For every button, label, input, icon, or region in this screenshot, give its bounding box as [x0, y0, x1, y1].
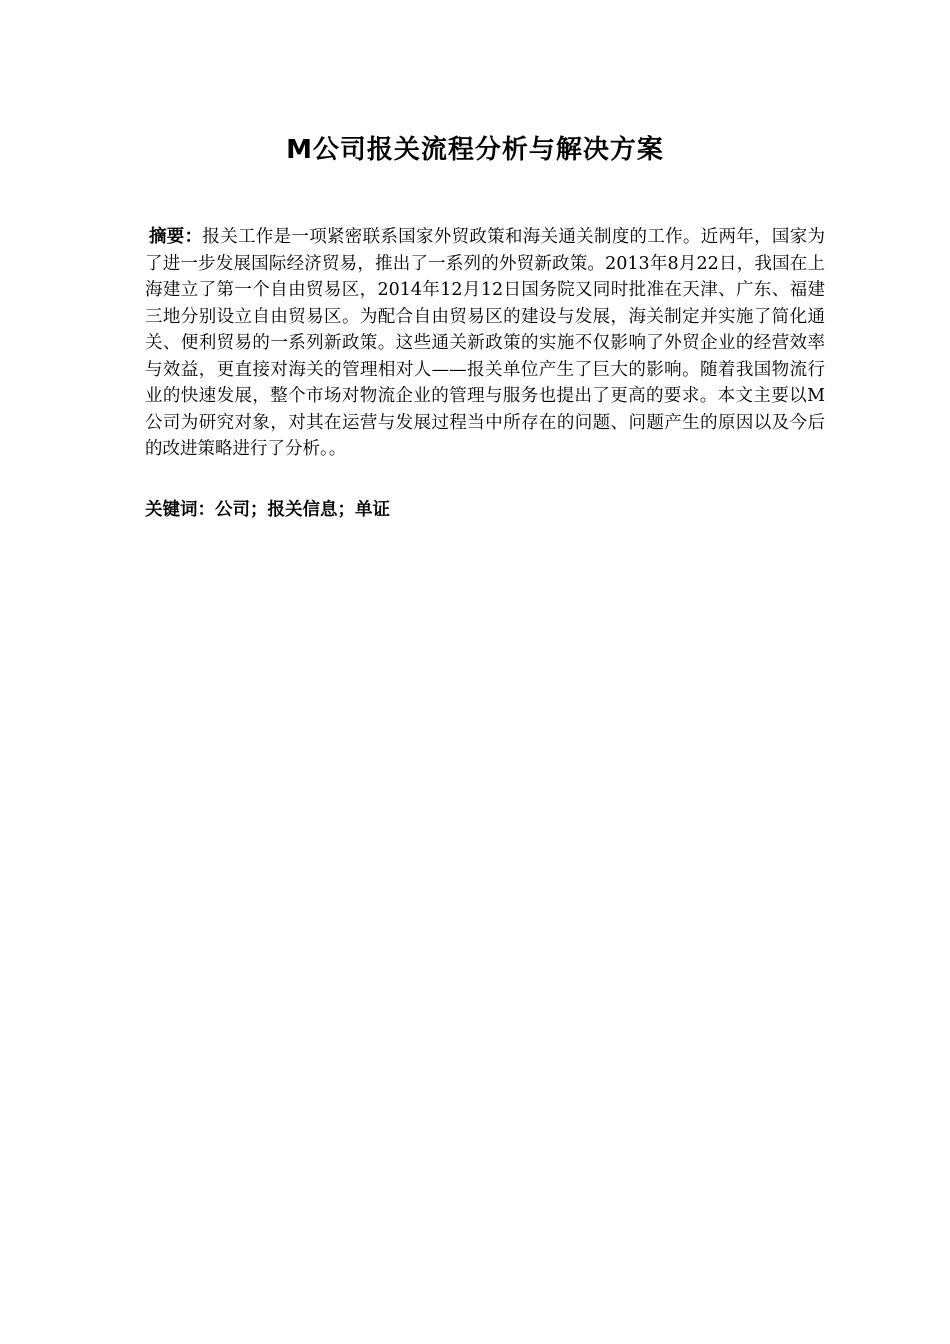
abstract-text: 报关工作是一项紧密联系国家外贸政策和海关通关制度的工作。近两年，国家为了进一步发展国际经济贸易，推出了一系列的外贸新政策。2013年8月22日，我国在上海建立了第一个自由贸易区，2014年12月12日国务院又同时批准在天津、广东、福建三地分别设立自由贸易区。为配合自由贸易区的建设与发展，海关制定并实施了简化通关、便利贸易的一系列新政策。这些通关新政策的实施不仅影响了外贸企业的经营效率与效益，更直接对海关的管理相对人——报关单位产生了巨大的影响。随着我国物流行业的快速发展，整个市场对物流企业的管理与服务也提出了更高的要求。本文主要以M公司为研究对象，对其在运营与发展过程当中所存在的问题、问题产生的原因以及今后的改进策略进行了分析。。: [145, 227, 826, 459]
abstract-paragraph: [145, 224, 825, 463]
keywords-line: [145, 497, 825, 523]
keywords-text: 公司；报关信息；单证: [215, 500, 390, 520]
abstract-label: 摘要：: [149, 227, 203, 247]
keywords-label: 关键词：: [145, 500, 215, 520]
document-title: M公司报关流程分析与解决方案: [286, 135, 664, 165]
